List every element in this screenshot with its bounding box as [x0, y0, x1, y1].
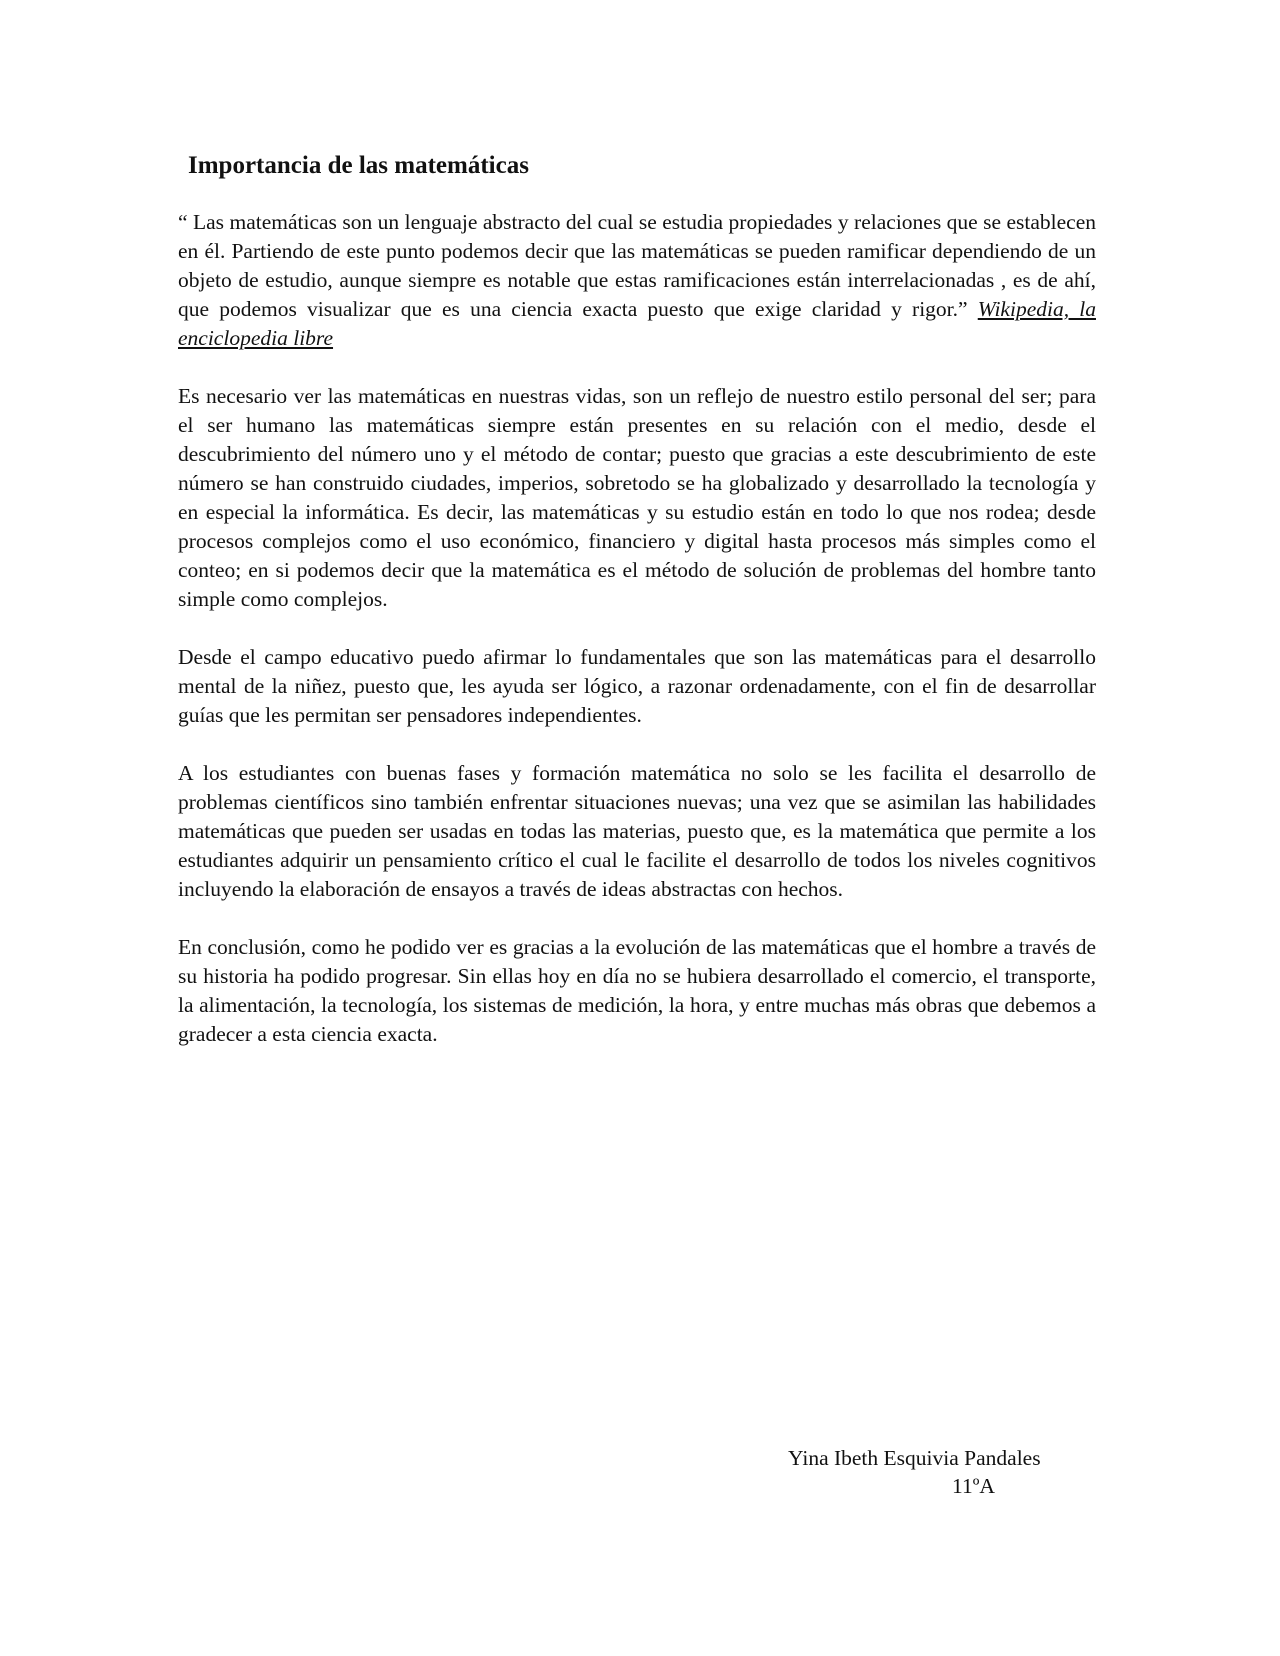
author-grade: 11ºA — [952, 1474, 995, 1498]
paragraph-5: En conclusión, como he podido ver es gracias a la evolución de las matemáticas que el hombre a través de su historia ha podido progresar. Sin ellas hoy en día no se hubiera desarrollado el comercio, el transporte, la alimentación, la tecnología, los sistemas de medición, la hora, y entre muchas más obras que debemos a gradecer a esta ciencia exacta. — [178, 935, 1096, 1046]
paragraph-quote — [178, 208, 1096, 353]
paragraph-4: A los estudiantes con buenas fases y formación matemática no solo se les facilita el desarrollo de problemas científicos sino también enfrentar situaciones nuevas; una vez que se asimilan las habilidades matemáticas que pueden ser usadas en todas las materias, puesto que, es la matemática que permite a los estudiantes adquirir un pensamiento crítico el cual le facilite el desarrollo de todos los niveles cognitivos incluyendo la elaboración de ensayos a través de ideas abstractas con hechos. — [178, 761, 1096, 901]
author-name: Yina Ibeth Esquivia Pandales — [788, 1446, 1041, 1470]
citation-link[interactable]: Wikipedia, la enciclopedia libre — [178, 297, 1096, 350]
document-title: Importancia de las matemáticas — [188, 152, 529, 179]
quote-text: “ Las matemáticas son un lenguaje abstracto del cual se estudia propiedades y relaciones que se establecen en él. Partiendo de este punto podemos decir que las matemáticas se pueden ramificar dependiendo de un objeto de estudio, aunque siempre es notable que estas ramificaciones están interrelacionadas , es de ahí, que podemos visualizar que es una ciencia exacta puesto que exige claridad y rigor.” — [178, 210, 1096, 321]
paragraph-3: Desde el campo educativo puedo afirmar lo fundamentales que son las matemáticas para el desarrollo mental de la niñez, puesto que, les ayuda ser lógico, a razonar ordenadamente, con el fin de desarrollar guías que les permitan ser pensadores independientes. — [178, 645, 1096, 727]
paragraph-2: Es necesario ver las matemáticas en nuestras vidas, son un reflejo de nuestro estilo personal del ser; para el ser humano las matemáticas siempre están presentes en su relación con el medio, desde el descubrimiento del número uno y el método de contar; puesto que gracias a este descubrimiento de este número se han construido ciudades, imperios, sobretodo se ha globalizado y desarrollado la tecnología y en especial la informática. Es decir, las matemáticas y su estudio están en todo lo que nos rodea; desde procesos complejos como el uso económico, financiero y digital hasta procesos más simples como el conteo; en si podemos decir que la matemática es el método de solución de problemas del hombre tanto simple como complejos. — [178, 384, 1096, 611]
document-body — [178, 208, 1096, 1078]
signature-block — [780, 1444, 1100, 1500]
